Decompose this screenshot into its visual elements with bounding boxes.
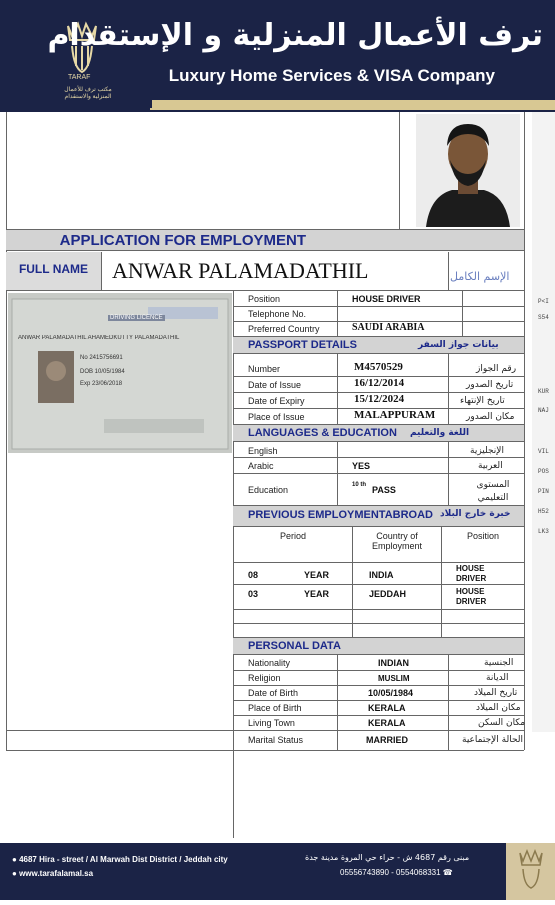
employment-section-title: PREVIOUS EMPLOYMENTABROAD (248, 509, 433, 521)
date-of-birth-label: Date of Birth (248, 688, 299, 698)
location-pin-icon: ● (12, 855, 17, 864)
licence-line: Exp 23/06/2018 (80, 381, 123, 387)
arabic-label-ar: العربية (478, 461, 503, 471)
row-line (233, 562, 524, 563)
date-of-issue-label: Date of Issue (248, 380, 302, 390)
passport-number-label-ar: رقم الجواز (476, 364, 517, 374)
strip-line: P<I (538, 298, 549, 305)
country-header: Country of Employment (371, 531, 423, 551)
preferred-country-value: SAUDI ARABIA (352, 322, 425, 333)
place-of-birth-label-ar: مكان الميلاد (476, 703, 521, 713)
header-stripe (150, 100, 555, 110)
passport-number-value: M4570529 (354, 361, 403, 373)
strip-line: PIN (538, 488, 549, 495)
footer-address-text: 4687 Hira - street / Al Marwah Dist District / Jeddah city (19, 855, 228, 864)
telephone-label: Telephone No. (248, 309, 307, 319)
english-label-ar: الإنجليزية (470, 446, 504, 456)
row-line (233, 730, 524, 731)
company-name-english: Luxury Home Services & VISA Company (168, 66, 495, 85)
photo-divider (399, 112, 400, 229)
nationality-label: Nationality (248, 658, 291, 668)
row-line (233, 750, 524, 751)
row-line (233, 609, 524, 610)
form-title: APPLICATION FOR EMPLOYMENT (59, 232, 306, 249)
education-label-ar: المستوى التعليمي (476, 480, 510, 503)
languages-section-title-ar: اللغة والتعليم (410, 428, 470, 438)
period-header: Period (279, 531, 306, 541)
full-name-label: FULL NAME (18, 262, 89, 276)
col-line (448, 354, 449, 424)
marital-status-value: MARRIED (366, 735, 408, 745)
footer-address-arabic: مبنى رقم 4687 ش - حراء حي المروة مدينة جدة (305, 853, 470, 862)
arabic-label: Arabic (248, 461, 274, 471)
col-line (441, 527, 442, 637)
row-line (233, 670, 524, 671)
strip-line: VIL (538, 448, 549, 455)
place-of-issue-value: MALAPPURAM (354, 409, 436, 421)
strip-line: POS (538, 468, 549, 475)
place-of-issue-label-ar: مكان الصدور (466, 412, 515, 422)
phone-icon: ☎ (442, 868, 453, 877)
position-label: Position (248, 294, 281, 304)
religion-label-ar: الديانة (486, 673, 509, 683)
left-bottom-line (6, 730, 234, 731)
licence-line: DOB 10/05/1984 (80, 369, 125, 375)
marital-status-label: Marital Status (248, 735, 304, 745)
living-town-label-ar: مكان السكن (478, 718, 526, 728)
employment-section-title-ar: خبرة خارج البلاد (440, 509, 511, 519)
row-line (233, 306, 524, 307)
row-line (233, 715, 524, 716)
logo-arabic-text: مكتب ترف للأعمال المنزلية والاستقدام (64, 87, 112, 100)
passport-section-title-ar: بيانات جواز السفر (418, 340, 499, 350)
row-line (233, 700, 524, 701)
place-of-birth-label: Place of Birth (248, 703, 302, 713)
education-value: PASS (372, 485, 396, 495)
strip-line: H52 (538, 508, 549, 515)
footer-website[interactable] (12, 869, 93, 878)
globe-icon: ● (12, 869, 17, 878)
living-town-label: Living Town (248, 718, 295, 728)
date-of-birth-value: 10/05/1984 (368, 688, 414, 698)
strip-line: KUR (538, 388, 549, 395)
full-name-value: ANWAR PALAMADATHIL (112, 258, 369, 283)
full-name-arabic-label: الإسم الكامل (450, 270, 510, 283)
english-label: English (248, 446, 278, 456)
education-label: Education (248, 485, 289, 495)
row-line (233, 685, 524, 686)
date-of-issue-value: 16/12/2014 (354, 377, 405, 389)
employment-period: 03 (248, 589, 259, 599)
strip-line: S54 (538, 314, 549, 321)
row-line (233, 473, 524, 474)
footer-address (12, 855, 228, 864)
languages-section-title: LANGUAGES & EDUCATION (248, 427, 397, 439)
position-value: HOUSE DRIVER (352, 294, 421, 304)
name-row-bottom (6, 290, 524, 291)
living-town-value: KERALA (368, 718, 406, 728)
row-line (233, 623, 524, 624)
column-divider (233, 290, 234, 838)
left-bottom-line-2 (6, 750, 234, 751)
religion-value: MUSLIM (378, 674, 410, 683)
passport-section-title: PASSPORT DETAILS (248, 339, 357, 351)
passport-number-label: Number (248, 364, 281, 374)
marital-status-label-ar: الحالة الإجتماعية (462, 735, 523, 745)
side-document-edge (532, 112, 555, 732)
date-of-expiry-label: Date of Expiry (248, 396, 305, 406)
col-line (352, 527, 353, 637)
place-of-birth-value: KERALA (368, 703, 406, 713)
employment-country: INDIA (369, 570, 394, 580)
footer-phones-text: 05556743890 - 0554068331 (340, 868, 441, 877)
employment-position: HOUSE DRIVER (456, 587, 487, 606)
employment-country: JEDDAH (369, 589, 407, 599)
employment-period: 08 (248, 570, 259, 580)
date-of-expiry-label-ar: تاريخ الإنتهاء (460, 396, 505, 406)
licence-title: DRIVING LICENCE (110, 315, 163, 321)
nationality-label-ar: الجنسية (484, 658, 514, 668)
licence-holder: ANWAR PALAMADATHIL AHAMEDKUTTY PALAMADATHIL (18, 335, 180, 341)
footer-website-text: www.tarafalamal.sa (19, 869, 94, 878)
frame-right (524, 112, 525, 750)
strip-line: NAJ (538, 407, 549, 414)
logo-text: TARAF (68, 74, 91, 81)
date-of-expiry-value: 15/12/2024 (354, 393, 405, 405)
place-of-issue-label: Place of Issue (248, 412, 305, 422)
licence-line: No 2415756691 (80, 355, 123, 361)
name-divider-2 (448, 252, 449, 290)
row-line (233, 584, 524, 585)
date-of-issue-label-ar: تاريخ الصدور (466, 380, 514, 390)
arabic-value: YES (352, 461, 371, 471)
employment-position: HOUSE DRIVER (456, 564, 487, 583)
company-name-arabic: ترف الأعمال المنزلية و الإستقدام (47, 18, 543, 53)
col-line (462, 290, 463, 336)
date-of-birth-label-ar: تاريخ الميلاد (474, 688, 518, 698)
personal-section-title: PERSONAL DATA (248, 640, 341, 652)
applicant-photo (416, 114, 520, 227)
position-header: Position (466, 531, 500, 541)
preferred-country-label: Preferred Country (248, 324, 320, 334)
employment-unit: YEAR (304, 589, 330, 599)
name-divider (101, 252, 102, 290)
footer-phones (340, 868, 453, 877)
col-line (337, 290, 338, 336)
col-line (337, 354, 338, 424)
religion-label: Religion (248, 673, 281, 683)
footer-logo-icon (506, 843, 555, 900)
employment-unit: YEAR (304, 570, 330, 580)
nationality-value: INDIAN (378, 658, 409, 668)
education-grade: 10 th (352, 482, 367, 488)
driving-licence-scan (8, 293, 232, 453)
strip-line: LK3 (538, 528, 549, 535)
row-line (233, 457, 524, 458)
frame-left (6, 112, 7, 750)
